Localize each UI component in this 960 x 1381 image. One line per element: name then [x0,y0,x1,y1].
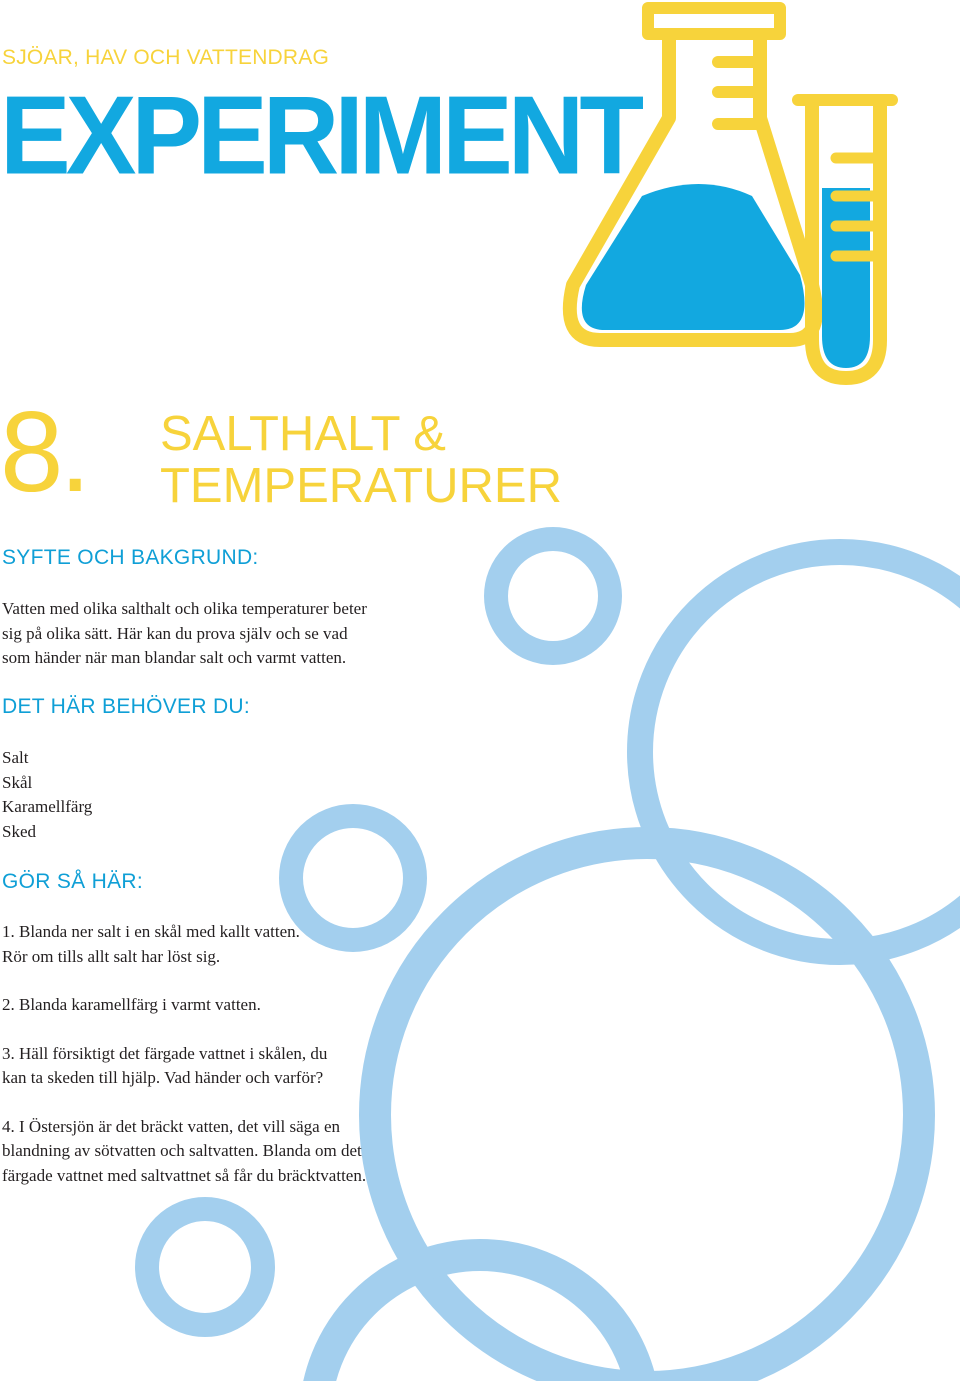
purpose-line: Vatten med olika salthalt och olika temperaturer beter [2,599,367,618]
step-line: Rör om tills allt salt har löst sig. [2,946,221,966]
page-title: EXPERIMENT [0,73,640,198]
materials-heading: DET HÄR BEHÖVER DU: [2,695,251,718]
list-item: Salt [2,748,29,767]
bubble-ring-bottom-left [147,1209,263,1325]
step-line: 4. I Östersjön är det bräckt vatten, det vill säga en [2,1116,340,1136]
instructions-steps [2,920,366,1212]
purpose-text [2,597,367,671]
experiment-title-line: TEMPERATURER [160,459,563,513]
experiment-title-line: SALTHALT & [160,407,446,461]
experiment-number: 8. [0,389,88,516]
list-item: Karamellfärg [2,797,93,816]
step-line: blandning av sötvatten och saltvatten. Blanda om det [2,1141,362,1160]
bubble-ring-large [375,843,919,1381]
purpose-line: sig på olika sätt. Här kan du prova själv och se vad [2,623,348,643]
list-item: Sked [2,821,36,841]
step-line: färgade vattnet med saltvattnet så får du bräcktvatten. [2,1165,367,1185]
materials-list [2,746,92,844]
step-line: 2. Blanda karamellfärg i varmt vatten. [2,995,261,1014]
experiment-title [160,408,562,512]
section-kicker: SJÖAR, HAV OCH VATTENDRAG [2,46,330,69]
step-line: 3. Häll försiktigt det färgade vattnet i skålen, du [2,1043,328,1063]
step-item [2,1042,366,1091]
instructions-heading: GÖR SÅ HÄR: [2,870,143,893]
step-item [2,920,366,969]
step-item [2,1115,366,1189]
bubble-ring-top [496,539,610,653]
list-item: Skål [2,772,33,792]
purpose-line: som händer när man blandar salt och varmt vatten. [2,648,347,667]
step-line: 1. Blanda ner salt i en skål med kallt vatten. [2,922,300,941]
purpose-heading: SYFTE OCH BAKGRUND: [2,546,259,569]
test-tube-icon [798,100,892,378]
step-line: kan ta skeden till hjälp. Vad händer och varför? [2,1068,324,1087]
step-item [2,993,366,1018]
